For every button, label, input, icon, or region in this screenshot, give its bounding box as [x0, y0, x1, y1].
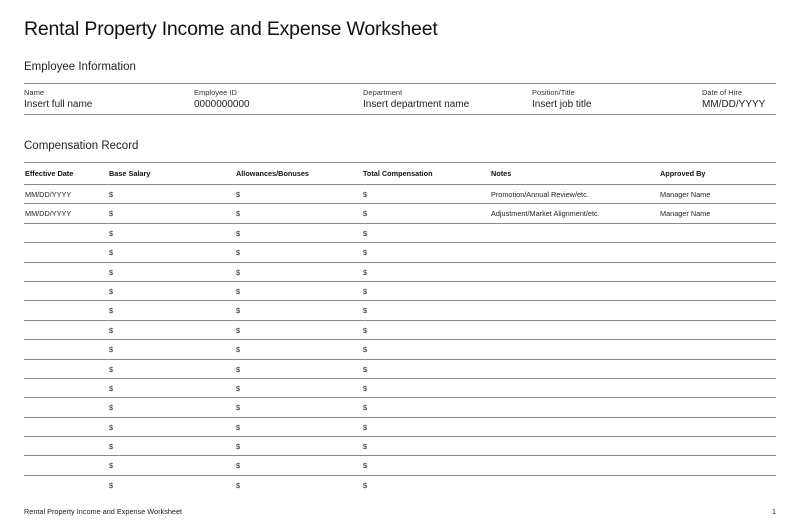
compensation-table	[24, 162, 776, 494]
notes-cell[interactable]	[491, 340, 656, 358]
effective-date-cell[interactable]	[25, 476, 105, 494]
table-row	[24, 379, 776, 398]
base-salary-cell[interactable]: $	[109, 345, 114, 355]
base-salary-cell[interactable]: $	[109, 267, 114, 277]
table-row	[24, 321, 776, 340]
col-base-salary: Base Salary	[109, 169, 151, 178]
effective-date-cell[interactable]	[25, 418, 105, 436]
table-row	[24, 263, 776, 282]
total-compensation-cell[interactable]: $	[363, 228, 368, 238]
allowances-cell[interactable]: $	[236, 461, 241, 471]
notes-cell[interactable]	[491, 418, 656, 436]
approved-by-cell[interactable]	[660, 437, 770, 455]
table-row	[24, 456, 776, 475]
total-compensation-cell[interactable]: $	[363, 383, 368, 393]
approved-by-cell[interactable]	[660, 321, 770, 339]
table-row	[24, 476, 776, 494]
total-compensation-cell[interactable]: $	[363, 480, 368, 490]
total-compensation-cell[interactable]: $	[363, 442, 368, 452]
notes-cell[interactable]	[491, 398, 656, 416]
base-salary-cell[interactable]: $	[109, 228, 114, 238]
allowances-cell[interactable]: $	[236, 325, 241, 335]
base-salary-cell[interactable]: $	[109, 364, 114, 374]
notes-cell[interactable]: Adjustment/Market Alignment/etc.	[491, 209, 600, 219]
total-compensation-cell[interactable]: $	[363, 461, 368, 471]
base-salary-cell[interactable]: $	[109, 325, 114, 335]
base-salary-cell[interactable]: $	[109, 209, 114, 219]
total-compensation-cell[interactable]: $	[363, 364, 368, 374]
approved-by-cell[interactable]	[660, 282, 770, 300]
approved-by-cell[interactable]	[660, 418, 770, 436]
notes-cell[interactable]	[491, 224, 656, 242]
total-compensation-cell[interactable]: $	[363, 286, 368, 296]
footer-page-number: 1	[771, 507, 776, 516]
total-compensation-cell[interactable]: $	[363, 422, 368, 432]
notes-cell[interactable]	[491, 263, 656, 281]
notes-cell[interactable]	[491, 437, 656, 455]
department-field[interactable]: Insert department name	[363, 99, 470, 110]
base-salary-cell[interactable]: $	[109, 306, 114, 316]
table-row	[24, 282, 776, 301]
allowances-cell[interactable]: $	[236, 248, 241, 258]
allowances-cell[interactable]: $	[236, 306, 241, 316]
total-compensation-cell[interactable]: $	[363, 267, 368, 277]
notes-cell[interactable]	[491, 360, 656, 378]
table-row	[24, 360, 776, 379]
effective-date-cell[interactable]: MM/DD/YYYY	[25, 209, 72, 219]
approved-by-cell[interactable]	[660, 360, 770, 378]
table-row	[24, 204, 776, 223]
field-name[interactable]	[24, 84, 92, 110]
allowances-cell[interactable]: $	[236, 442, 241, 452]
effective-date-cell[interactable]	[25, 243, 105, 261]
base-salary-cell[interactable]: $	[109, 286, 114, 296]
effective-date-cell[interactable]	[25, 398, 105, 416]
compensation-heading: Compensation Record	[24, 140, 139, 152]
effective-date-cell[interactable]	[25, 321, 105, 339]
notes-cell[interactable]	[491, 321, 656, 339]
total-compensation-cell[interactable]: $	[363, 403, 368, 413]
total-compensation-cell[interactable]: $	[363, 325, 368, 335]
position-field[interactable]: Insert job title	[532, 99, 592, 110]
employee-info-fields	[24, 83, 776, 115]
total-compensation-cell[interactable]: $	[363, 190, 368, 199]
col-allowances: Allowances/Bonuses	[236, 169, 309, 178]
table-header-row	[24, 163, 776, 185]
notes-cell[interactable]	[491, 456, 656, 474]
approved-by-cell[interactable]	[660, 398, 770, 416]
employee-info-heading: Employee Information	[24, 61, 136, 73]
effective-date-cell[interactable]	[25, 224, 105, 242]
table-row	[24, 224, 776, 243]
notes-cell[interactable]	[491, 301, 656, 319]
total-compensation-cell[interactable]: $	[363, 209, 368, 219]
col-approved-by: Approved By	[660, 169, 706, 178]
allowances-cell[interactable]: $	[236, 480, 241, 490]
name-field[interactable]: Insert full name	[24, 99, 93, 110]
notes-cell[interactable]	[491, 243, 656, 261]
table-row	[24, 398, 776, 417]
effective-date-cell[interactable]	[25, 437, 105, 455]
col-total-compensation: Total Compensation	[363, 169, 433, 178]
allowances-cell[interactable]: $	[236, 345, 241, 355]
notes-cell[interactable]	[491, 379, 656, 397]
total-compensation-cell[interactable]: $	[363, 248, 368, 258]
approved-by-cell[interactable]	[660, 263, 770, 281]
base-salary-cell[interactable]: $	[109, 442, 114, 452]
effective-date-cell[interactable]	[25, 379, 105, 397]
effective-date-cell[interactable]: MM/DD/YYYY	[25, 190, 72, 199]
table-row	[24, 243, 776, 262]
approved-by-cell[interactable]	[660, 224, 770, 242]
allowances-cell[interactable]: $	[236, 267, 241, 277]
allowances-cell[interactable]: $	[236, 228, 241, 238]
base-salary-cell[interactable]: $	[109, 422, 114, 432]
approved-by-cell[interactable]	[660, 340, 770, 358]
effective-date-cell[interactable]	[25, 301, 105, 319]
base-salary-cell[interactable]: $	[109, 248, 114, 258]
field-label: Employee ID	[194, 88, 237, 97]
field-date-of-hire[interactable]	[702, 84, 765, 110]
allowances-cell[interactable]: $	[236, 209, 241, 219]
approved-by-cell[interactable]	[660, 476, 770, 494]
date-of-hire-field[interactable]: MM/DD/YYYY	[702, 99, 766, 110]
table-row	[24, 185, 776, 204]
table-row	[24, 340, 776, 359]
approved-by-cell[interactable]: Manager Name	[660, 209, 711, 219]
total-compensation-cell[interactable]: $	[363, 345, 368, 355]
approved-by-cell[interactable]	[660, 456, 770, 474]
effective-date-cell[interactable]	[25, 360, 105, 378]
table-row	[24, 301, 776, 320]
field-label: Date of Hire	[702, 88, 743, 97]
table-row	[24, 437, 776, 456]
allowances-cell[interactable]: $	[236, 403, 241, 413]
approved-by-cell[interactable]	[660, 243, 770, 261]
allowances-cell[interactable]: $	[236, 190, 241, 199]
base-salary-cell[interactable]: $	[109, 383, 114, 393]
effective-date-cell[interactable]	[25, 282, 105, 300]
field-label: Position/Title	[532, 88, 575, 97]
col-notes: Notes	[491, 169, 512, 178]
effective-date-cell[interactable]	[25, 456, 105, 474]
table-row	[24, 418, 776, 437]
allowances-cell[interactable]: $	[236, 383, 241, 393]
notes-cell[interactable]: Promotion/Annual Review/etc.	[491, 190, 589, 199]
approved-by-cell[interactable]	[660, 379, 770, 397]
approved-by-cell[interactable]	[660, 301, 770, 319]
field-department[interactable]	[363, 84, 469, 110]
base-salary-cell[interactable]: $	[109, 480, 114, 490]
base-salary-cell[interactable]: $	[109, 190, 114, 199]
footer-doc-title: Rental Property Income and Expense Worksheet	[24, 507, 183, 516]
employee-id-field[interactable]: 0000000000	[194, 99, 250, 110]
base-salary-cell[interactable]: $	[109, 461, 114, 471]
allowances-cell[interactable]: $	[236, 364, 241, 374]
field-position[interactable]	[532, 84, 591, 110]
field-label: Name	[24, 88, 45, 97]
col-effective-date: Effective Date	[25, 169, 74, 178]
page-title: Rental Property Income and Expense Worksheet	[24, 18, 438, 40]
total-compensation-cell[interactable]: $	[363, 306, 368, 316]
allowances-cell[interactable]: $	[236, 422, 241, 432]
effective-date-cell[interactable]	[25, 340, 105, 358]
field-label: Department	[363, 88, 403, 97]
approved-by-cell[interactable]: Manager Name	[660, 190, 711, 199]
allowances-cell[interactable]: $	[236, 286, 241, 296]
effective-date-cell[interactable]	[25, 263, 105, 281]
field-employee-id[interactable]	[194, 84, 250, 110]
base-salary-cell[interactable]: $	[109, 403, 114, 413]
notes-cell[interactable]	[491, 282, 656, 300]
notes-cell[interactable]	[491, 476, 656, 494]
